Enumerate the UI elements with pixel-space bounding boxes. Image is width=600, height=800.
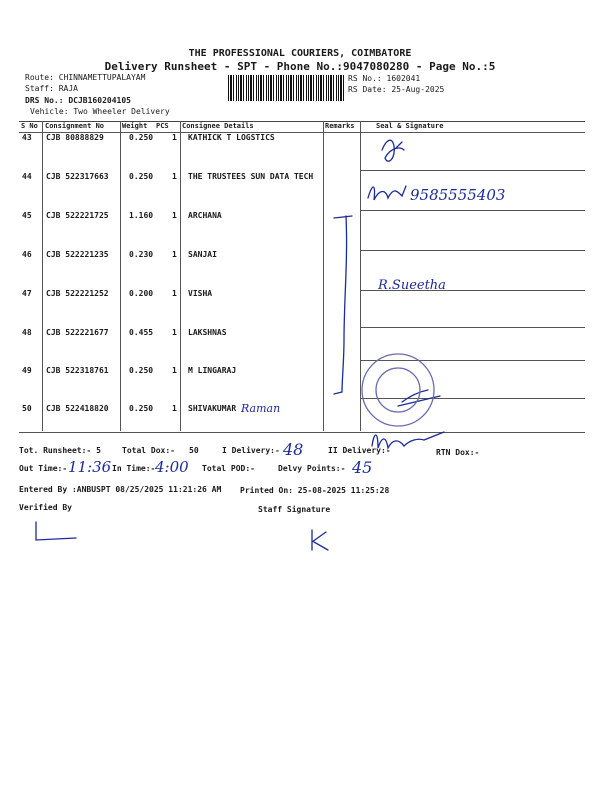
- row-weight: 0.250: [129, 366, 154, 375]
- row-consignee: SANJAI: [188, 250, 217, 259]
- row-sno: 46: [22, 250, 32, 259]
- entered-by: Entered By :ANBUSPT 08/25/2025 11:21:26 AM: [19, 485, 222, 494]
- vehicle-label: Vehicle: Two Wheeler Delivery: [30, 107, 170, 116]
- row-weight: 0.200: [129, 289, 154, 298]
- row-weight: 0.230: [129, 250, 154, 259]
- drs-number: DRS No.: DCJB160204105: [25, 96, 131, 105]
- i-delivery-value: 48: [283, 440, 304, 459]
- col-header-remarks: Remarks: [325, 122, 355, 130]
- row-sno: 44: [22, 172, 32, 181]
- signature-scribble: [382, 140, 404, 161]
- row-consignee: SHIVAKUMAR: [188, 404, 237, 413]
- row-sno: 47: [22, 289, 32, 298]
- row-weight: 0.250: [129, 404, 154, 413]
- row-consignee: KATHICK T LOGSTICS: [188, 133, 275, 142]
- row-consignment: CJB 522221252: [46, 289, 109, 298]
- in-time-label: In Time:-: [112, 464, 156, 473]
- col-header-consignee: Consignee Details: [182, 122, 254, 130]
- row-sno: 48: [22, 328, 32, 337]
- row-sno: 49: [22, 366, 32, 375]
- row-consignee: THE TRUSTEES SUN DATA TECH: [188, 172, 314, 181]
- row-consignment: CJB 522418820: [46, 404, 109, 413]
- row-sno: 50: [22, 404, 32, 413]
- row-consignment: CJB 522317663: [46, 172, 109, 181]
- row-pcs: 1: [172, 289, 177, 298]
- seal-stamp: [362, 354, 434, 426]
- row-sno: 45: [22, 211, 32, 220]
- row-weight: 1.160: [129, 211, 154, 220]
- row-consignment: CJB 522221725: [46, 211, 109, 220]
- row-pcs: 1: [172, 328, 177, 337]
- row-consignment: CJB 522221235: [46, 250, 109, 259]
- signature-scribble: [368, 186, 406, 200]
- row-consignment: CJB 80888829: [46, 133, 104, 142]
- printed-on: Printed On: 25-08-2025 11:25:28: [240, 486, 390, 495]
- row-pcs: 1: [172, 133, 177, 142]
- row-pcs: 1: [172, 211, 177, 220]
- rs-date: RS Date: 25-Aug-2025: [348, 85, 445, 94]
- rtn-dox-label: RTN Dox:-: [436, 448, 480, 457]
- handwritten-note: Raman: [241, 402, 281, 415]
- verified-by-label: Verified By: [19, 503, 72, 512]
- total-pod-label: Total POD:-: [202, 464, 255, 473]
- in-time-value: 4:00: [155, 458, 189, 476]
- rs-number: RS No.: 1602041: [348, 74, 421, 83]
- handwritten-signature: R.Sueetha: [378, 278, 446, 293]
- col-header-weight: Weight: [122, 122, 148, 130]
- col-header-consignment: Consignment No: [45, 122, 105, 130]
- staff-signature-label: Staff Signature: [258, 505, 331, 514]
- row-pcs: 1: [172, 172, 177, 181]
- i-delivery-label: I Delivery:-: [222, 446, 280, 455]
- row-consignee: LAKSHNAS: [188, 328, 227, 337]
- runsheet-subtitle: Delivery Runsheet - SPT - Phone No.:9047080280 - Page No.:5: [104, 60, 496, 73]
- row-pcs: 1: [172, 250, 177, 259]
- total-dox-label: Total Dox:-: [122, 446, 175, 455]
- ii-delivery-label: II Delivery:-: [328, 446, 391, 455]
- out-time-label: Out Time:-: [19, 464, 68, 473]
- col-header-pcs: PCS: [156, 122, 169, 130]
- delvy-points-label: Delvy Points:-: [278, 464, 346, 473]
- handwritten-phone: 9585555403: [410, 186, 506, 204]
- row-consignee: ARCHANA: [188, 211, 222, 220]
- row-weight: 0.455: [129, 328, 154, 337]
- route-label: Route: CHINNAMETTUPALAYAM: [25, 73, 146, 82]
- row-consignment: CJB 522318761: [46, 366, 109, 375]
- company-title: THE PROFESSIONAL COURIERS, COIMBATORE: [188, 48, 412, 59]
- row-pcs: 1: [172, 366, 177, 375]
- col-header-seal: Seal & Signature: [376, 122, 444, 130]
- row-sno: 43: [22, 133, 32, 142]
- bracket-mark: [334, 216, 352, 394]
- row-pcs: 1: [172, 404, 177, 413]
- row-weight: 0.250: [129, 172, 154, 181]
- delvy-points-value: 45: [352, 458, 373, 477]
- row-consignee: M LINGARAJ: [188, 366, 237, 375]
- row-weight: 0.250: [129, 133, 154, 142]
- col-header-sno: S No: [21, 122, 38, 130]
- staff-label: Staff: RAJA: [25, 84, 78, 93]
- out-time-value: 11:36: [68, 458, 112, 476]
- row-consignee: VISHA: [188, 289, 213, 298]
- total-dox-value: 50: [189, 446, 199, 455]
- row-consignment: CJB 522221677: [46, 328, 109, 337]
- total-runsheet: Tot. Runsheet:- 5: [19, 446, 101, 455]
